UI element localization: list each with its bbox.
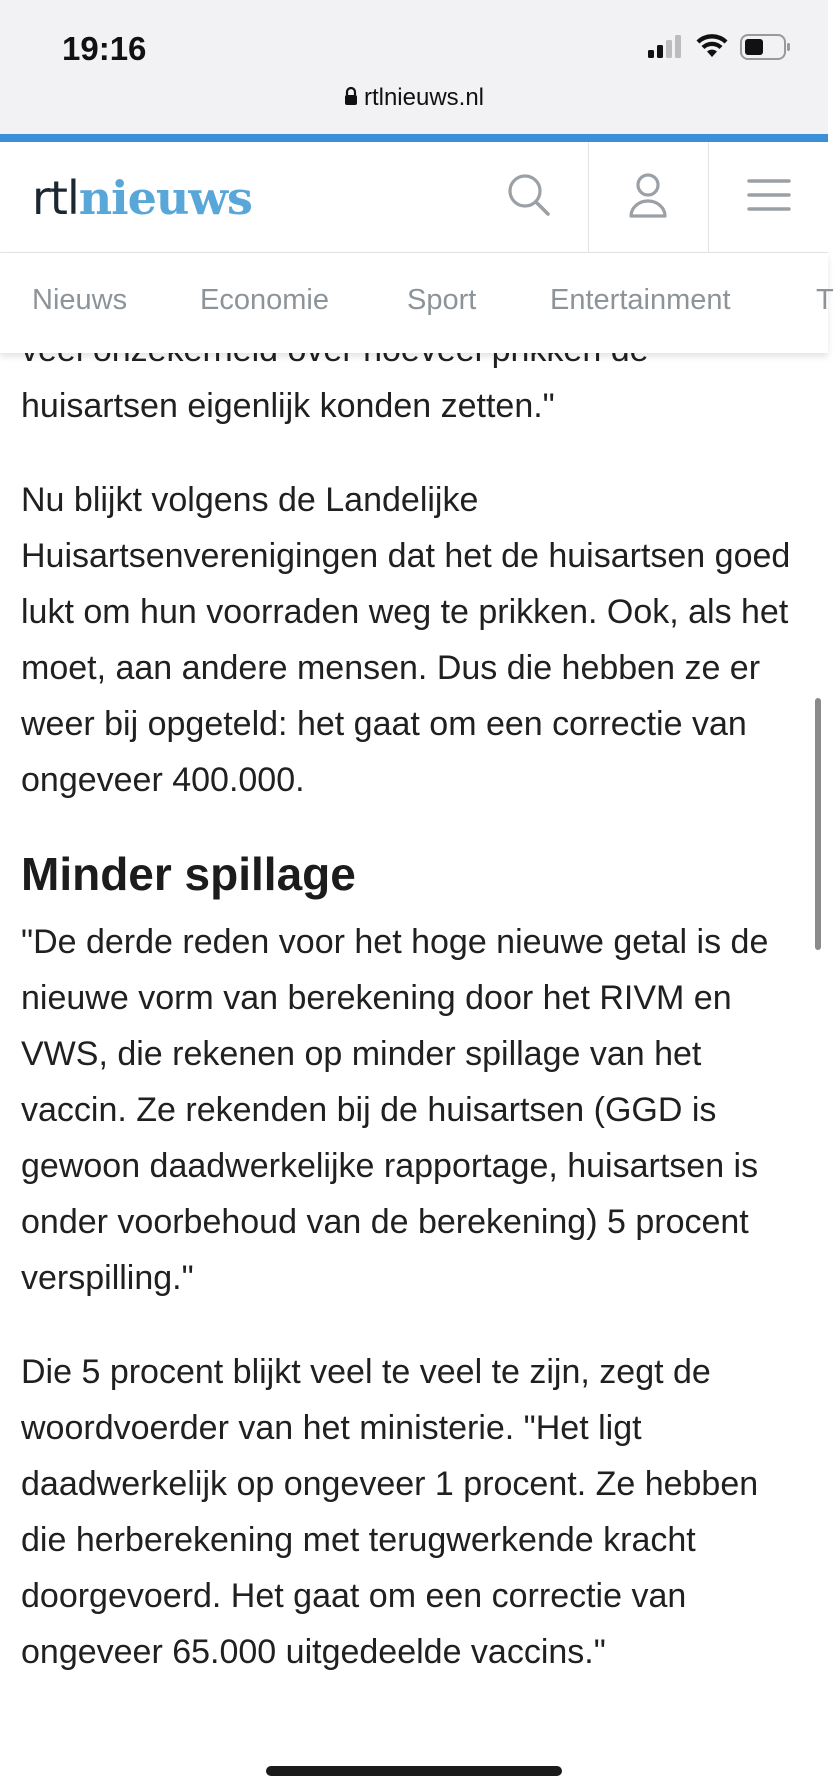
article-body (21, 322, 811, 1718)
account-button[interactable] (588, 142, 707, 252)
status-time: 19:16 (62, 30, 147, 67)
section-heading: Minder spillage (21, 848, 356, 900)
address-bar[interactable] (0, 84, 828, 113)
system-icons (648, 34, 792, 64)
logo-rtl: rtl (32, 171, 79, 225)
nav-item-entertainment[interactable]: Entertainment (550, 284, 731, 316)
nav-item-nieuws[interactable]: Nieuws (32, 284, 128, 316)
wifi-icon (696, 35, 728, 64)
nav-item-t[interactable]: T (816, 284, 834, 316)
menu-button[interactable] (708, 142, 829, 252)
search-button[interactable] (470, 142, 588, 252)
nav-item-sport[interactable]: Sport (407, 284, 477, 316)
signal-icon (648, 35, 684, 64)
logo-nieuws: nieuws (78, 171, 252, 225)
accent-line (0, 134, 828, 142)
site-logo[interactable] (32, 170, 252, 226)
menu-icon (747, 177, 791, 218)
nav-item-economie[interactable]: Economie (200, 284, 329, 316)
home-indicator[interactable] (266, 1766, 562, 1776)
battery-icon (740, 34, 792, 65)
site-header (0, 142, 828, 253)
article-paragraph: Die 5 procent blijkt veel te veel te zijn, zegt de woordvoerder van het ministerie. "Het ligt daadwerkelijk op ongeveer 1 procent. Ze hebben die herberekening met terugwerkende kracht doorgevoerd. Het gaat om een correctie van ongeveer 65.000 uitgedeelde vaccins." (21, 1353, 759, 1671)
scrollbar[interactable] (815, 698, 821, 950)
user-icon (628, 172, 668, 223)
lock-icon (344, 85, 358, 113)
article-paragraph: "De derde reden voor het hoge nieuwe getal is de nieuwe vorm van berekening door het RIVM en VWS, die rekenen op minder spillage van het vaccin. Ze rekenden bij de huisartsen (GGD is gewoon daadwerkelijke rapportage, huisartsen is onder voorbehoud van de berekening) 5 procent verspilling." (21, 923, 769, 1297)
category-nav (0, 253, 834, 353)
article-paragraph: huisartsen eigenlijk konden zetten." (21, 387, 555, 425)
search-icon (507, 173, 551, 222)
article-paragraph: Nu blijkt volgens de Landelijke Huisartsenverenigingen dat het de huisartsen goed lukt om hun voorraden weg te prikken. Ook, als het moet, aan andere mensen. Dus die hebben ze er weer bij opgeteld: het gaat om een correctie van ongeveer 400.000. (21, 481, 791, 799)
url-text: rtlnieuws.nl (363, 84, 485, 111)
status-bar (0, 0, 828, 140)
